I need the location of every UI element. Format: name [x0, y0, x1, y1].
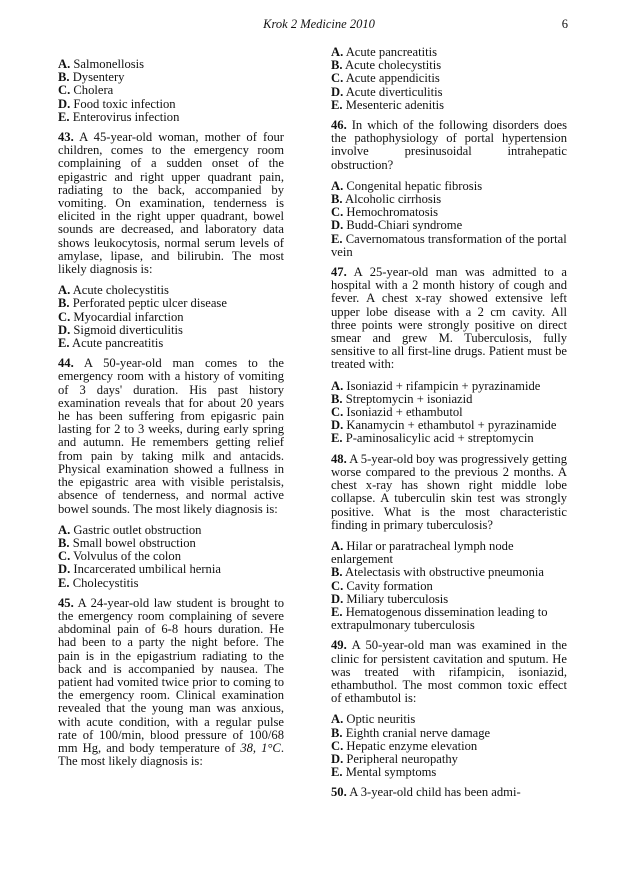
page-number: 6 [561, 17, 568, 31]
temperature-value: 38, 1°C [240, 740, 281, 755]
header-title: Krok 2 Medicine 2010 [263, 17, 375, 31]
option-c: C. Hemochromatosis [331, 205, 439, 220]
option-a: A. Isoniazid + rifampicin + pyrazinamide [331, 378, 541, 393]
q42-options [58, 58, 284, 124]
option-c: C. Hepatic enzyme elevation [331, 738, 478, 753]
question-44: 44. A 50-year-old man comes to the emergency room with a history of vomiting of 3 days' duration. His past history examination reveals that for about 20 years he has been suffering from epigasric pain lasting for 2 to 3 weeks, during early spring and autumn. He remembers getting relief from pain by taking milk and antacids. Physical examination showed a fullness in the epigastric area with visible peristalsis, absence of tenderness, and normal active bowel sounds. The most likely diagnosis is: [58, 356, 284, 516]
question-49: 49. A 50-year-old man was examined in the clinic for persistent cavitation and sputum. He was treated with rifampicin, isoniazid, ethambuthol. The most common toxic effect of ethambutol is: [331, 638, 567, 706]
right-column [331, 46, 567, 808]
q44-options [58, 524, 284, 590]
option-b: B. Atelectasis with obstructive pneumonia [331, 565, 545, 580]
option-c: C. Myocardial infarction [58, 309, 184, 324]
option-d: D. Sigmoid diverticulitis [58, 322, 183, 337]
option-b: B. Eighth cranial nerve damage [331, 725, 491, 740]
option-b: B. Small bowel obstruction [58, 535, 196, 550]
q46-options [331, 180, 567, 259]
option-a: A. Acute pancreatitis [331, 45, 437, 59]
option-b: B. Alcoholic cirrhosis [331, 192, 442, 207]
option-e: E. Acute pancreatitis [58, 336, 164, 351]
option-e: E. P-aminosalicylic acid + streptomycin [331, 431, 534, 446]
option-c: C. Cholera [58, 83, 114, 98]
q47-options [331, 380, 567, 446]
option-d: D. Kanamycin + ethambutol + pyrazinamide [331, 418, 557, 433]
question-46: 46. In which of the following disorders does the pathophysiology of portal hypertension involve presinusoidal intrahepatic obstruction? [331, 118, 567, 172]
option-e: E. Enterovirus infection [58, 109, 180, 124]
option-a: A. Gastric outlet obstruction [58, 522, 202, 537]
option-d: D. Food toxic infection [58, 96, 176, 111]
option-a: A. Congenital hepatic fibrosis [331, 178, 483, 193]
q45-options [331, 46, 567, 112]
option-e: E. Cavernomatous transformation of the portal vein [331, 231, 567, 259]
option-a: A. Salmonellosis [58, 57, 145, 71]
option-a: A. Optic neuritis [331, 712, 416, 727]
option-a: A. Hilar or paratracheal lymph node enlargement [331, 538, 514, 567]
option-c: C. Volvulus of the colon [58, 549, 182, 564]
option-b: B. Dysentery [58, 70, 125, 85]
option-b: B. Acute cholecystitis [331, 58, 442, 73]
left-column [58, 46, 284, 776]
option-a: A. Acute cholecystitis [58, 283, 169, 298]
option-e: E. Mesenteric adenitis [331, 97, 444, 112]
option-d: D. Budd-Chiari syndrome [331, 218, 463, 233]
option-b: B. Perforated peptic ulcer disease [58, 296, 227, 311]
question-50: 50. A 3-year-old child has been admi- [331, 785, 521, 800]
question-48: 48. A 5-year-old boy was progressively getting worse compared to the previous 2 months. A chest x-ray has shown right middle lobe collapse. A tuberculin skin test was strongly positive. What is the most characteristic finding in primary tuberculosis? [331, 451, 567, 532]
q43-options [58, 284, 284, 350]
option-e: E. Hematogenous dissemination leading to extrapulmonary tuberculosis [331, 604, 548, 633]
q48-options [331, 540, 567, 632]
question-43: 43. A 45-year-old woman, mother of four children, comes to the emergency room complaining of a sudden onset of the epigastric and right upper quadrant pain, radiating to the back, accompanied by vomiting. On examination, tenderness is elicited in the right upper quadrant, bowel sounds are decreased, and laboratory data shows leukocytosis, normal serum levels of amylase, lipase, and bilirubin. The most likely diagnosis is: [58, 130, 284, 277]
option-c: C. Isoniazid + ethambutol [331, 405, 463, 420]
option-d: D. Incarcerated umbilical hernia [58, 562, 221, 577]
option-b: B. Streptomycin + isoniazid [331, 391, 473, 406]
option-c: C. Cavity formation [331, 578, 433, 593]
option-d: D. Acute diverticulitis [331, 84, 443, 99]
question-45: 45. A 24-year-old law student is brought to the emergency room complaining of severe abdominal pain of 6-8 hours duration. He had been to a party the night before. The pain is in the epigastrium radiating to the back and is accompanied by nausea. The patient had vomited twice prior to coming to the emergency room. Clinical examination revealed that the young man was anxious, with acute condition, with a regular pulse rate of 100/min, blood pressure of 100/68 mm Hg, and body temperature of 38, 1°C. The most likely diagnosis is: [58, 595, 284, 769]
option-d: D. Miliary tuberculosis [331, 591, 449, 606]
q49-options [331, 713, 567, 779]
option-e: E. Cholecystitis [58, 575, 139, 590]
option-e: E. Mental symptoms [331, 765, 437, 780]
page-header [0, 17, 638, 33]
question-47: 47. A 25-year-old man was admitted to a hospital with a 2 month history of cough and fever. A chest x-ray showed extensive left upper lobe disease with a 2 cm cavity. All three points were strongly positive on direct smear and grew M. Tuberculosis, fully sensitive to all first-line drugs. Patient must be treated with: [331, 265, 567, 372]
option-d: D. Peripheral neuropathy [331, 751, 458, 766]
option-c: C. Acute appendicitis [331, 71, 440, 86]
